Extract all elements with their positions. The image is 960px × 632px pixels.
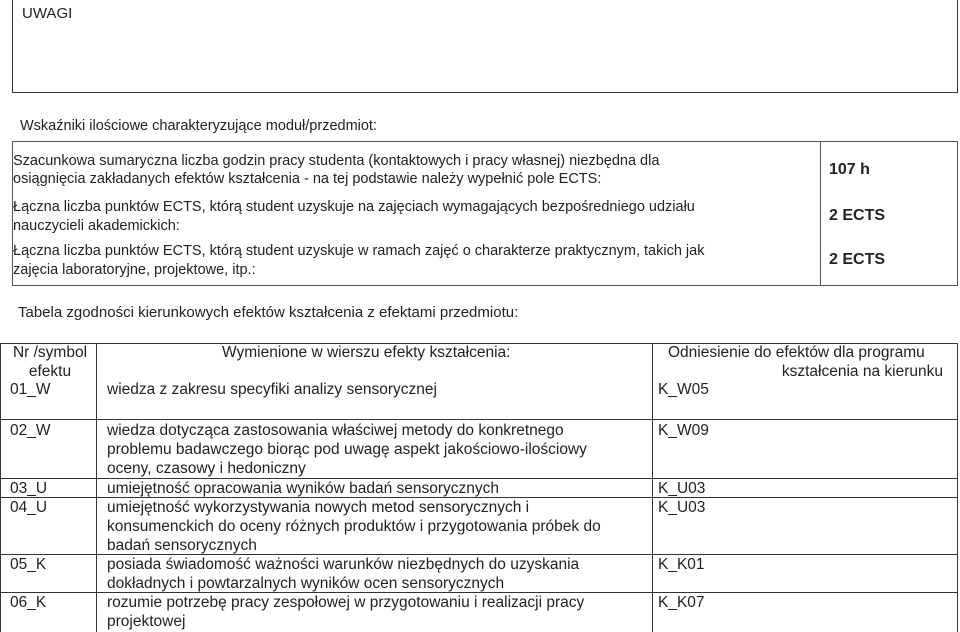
header-effects: Wymienione w wierszu efekty kształcenia:	[222, 344, 511, 361]
effect-code: 05_K	[10, 556, 47, 573]
effect-description: posiada świadomość ważności warunków niezbędnych do uzyskania dokładnych i powtarzalnych wyników ocen sensorycznych	[107, 556, 580, 592]
ects-row-hours-value: 107 h	[829, 161, 870, 178]
effect-reference: K_U03	[658, 499, 706, 516]
effect-code: 04_U	[10, 499, 48, 516]
ects-row-practical-label: Łączna liczba punktów ECTS, którą student uzyskuje w ramach zajęć o charakterze praktycznym, takich jak zajęcia laboratoryjne, projektowe, itp.:	[13, 243, 705, 278]
header-symbol: Nr /symbol efektu	[12, 344, 88, 380]
effect-description: rozumie potrzebę pracy zespołowej w przygotowaniu i realizacji pracy projektowej	[107, 594, 585, 630]
effect-reference: K_W09	[658, 422, 709, 439]
indicators-title: Wskaźniki ilościowe charakteryzujące moduł/przedmiot:	[20, 118, 377, 134]
ects-row-direct-label: Łączna liczba punktów ECTS, którą student uzyskuje na zajęciach wymagających bezpośredniego udziału nauczycieli akademickich:	[13, 199, 695, 234]
effect-code: 03_U	[10, 480, 48, 497]
effect-description: wiedza dotycząca zastosowania właściwej metody do konkretnego problemu badawczego biorąc pod uwagę aspekt jakościowo-ilościowy oceny, czasowy i hedoniczny	[107, 422, 587, 477]
effect-reference: K_W05	[658, 381, 709, 398]
effect-code: 01_W	[10, 381, 51, 398]
header-reference: Odniesienie do efektów dla programu kształcenia na kierunku	[668, 344, 943, 380]
ects-row-direct-value: 2 ECTS	[829, 207, 886, 224]
ects-row-practical-value: 2 ECTS	[829, 251, 886, 268]
effect-description: umiejętność wykorzystywania nowych metod sensorycznych i konsumenckich do oceny różnych produktów i przygotowania próbek do badań sensorycznych	[107, 499, 601, 554]
effect-reference: K_K01	[658, 556, 705, 573]
effect-reference: K_K07	[658, 594, 705, 611]
effect-description: umiejętność opracowania wyników badań sensorycznych	[107, 480, 500, 497]
notes-label: UWAGI	[22, 5, 73, 22]
effect-reference: K_U03	[658, 480, 706, 497]
effect-code: 02_W	[10, 422, 51, 439]
ects-row-hours-label: Szacunkowa sumaryczna liczba godzin pracy studenta (kontaktowych i pracy własnej) niezbędna dla osiągnięcia zakładanych efektów kształcenia - na tej podstawie należy wypełnić pole ECTS:	[13, 153, 660, 187]
conformity-title: Tabela zgodności kierunkowych efektów kształcenia z efektami przedmiotu:	[18, 304, 519, 321]
effect-description: wiedza z zakresu specyfiki analizy sensorycznej	[107, 381, 437, 398]
effect-code: 06_K	[10, 594, 47, 611]
